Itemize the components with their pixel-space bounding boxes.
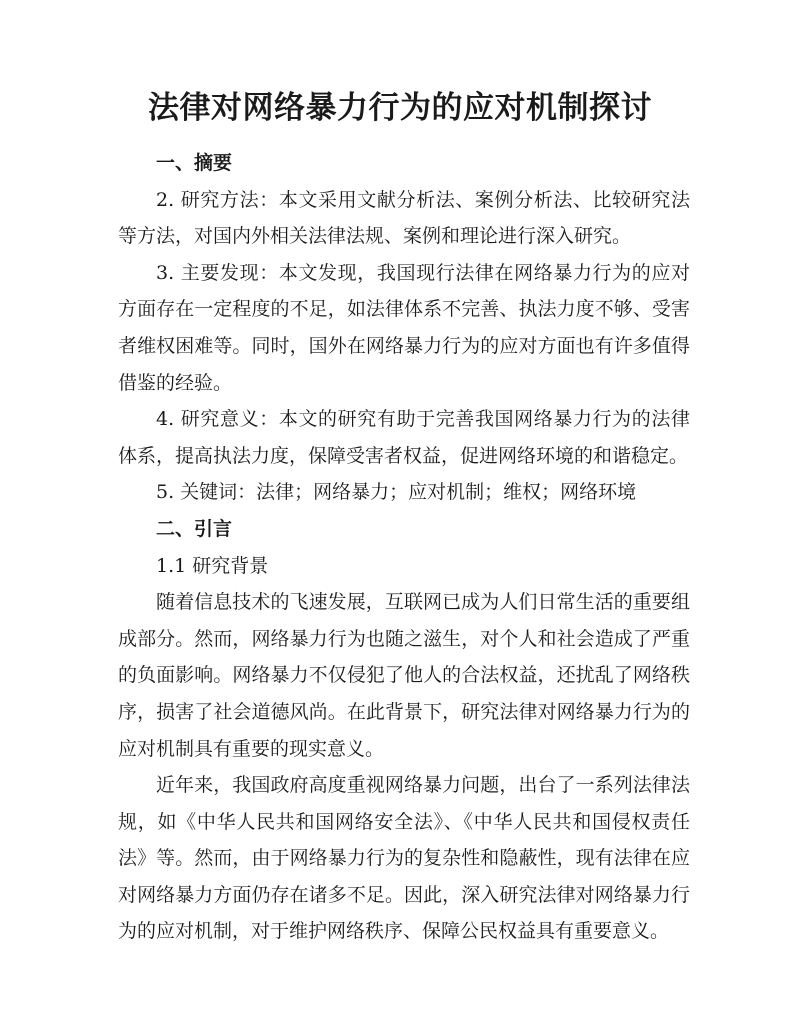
background-subheading: 1.1 研究背景	[156, 554, 269, 577]
abstract-heading: 一、摘要	[156, 152, 233, 174]
background-paragraph-2: 近年来，我国政府高度重视网络暴力问题，出台了一系列法律法规，如《中华人民共和国网络安全法》、《中华人民共和国侵权责任法》等。然而，由于网络暴力行为的复杂性和隐蔽性，现有法律在应对网络暴力方面仍存在诸多不足。因此，深入研究法律对网络暴力行为的应对机制，对于维护网络秩序、保障公民权益具有重要意义。	[118, 774, 690, 943]
background-paragraph-1: 随着信息技术的飞速发展，互联网已成为人们日常生活的重要组成部分。然而，网络暴力行为也随之滋生，对个人和社会造成了严重的负面影响。网络暴力不仅侵犯了他人的合法权益，还扰乱了网络秩序，损害了社会道德风尚。在此背景下，研究法律对网络暴力行为的应对机制具有重要的现实意义。	[118, 591, 690, 760]
abstract-item-significance: 4. 研究意义：本文的研究有助于完善我国网络暴力行为的法律体系，提高执法力度，保障受害者权益，促进网络环境的和谐稳定。	[118, 408, 690, 467]
abstract-item-methods: 2. 研究方法：本文采用文献分析法、案例分析法、比较研究法等方法，对国内外相关法律法规、案例和理论进行深入研究。	[118, 188, 690, 248]
abstract-item-keywords: 5. 关键词：法律；网络暴力；应对机制；维权；网络环境	[156, 481, 637, 504]
abstract-item-findings: 3. 主要发现：本文发现，我国现行法律在网络暴力行为的应对方面存在一定程度的不足，如法律体系不完善、执法力度不够、受害者维权困难等。同时，国外在网络暴力行为的应对方面也有许多值得借鉴的经验。	[118, 261, 690, 394]
document-title: 法律对网络暴力行为的应对机制探讨	[148, 90, 652, 126]
introduction-heading: 二、引言	[156, 517, 233, 540]
document-body	[118, 145, 690, 950]
